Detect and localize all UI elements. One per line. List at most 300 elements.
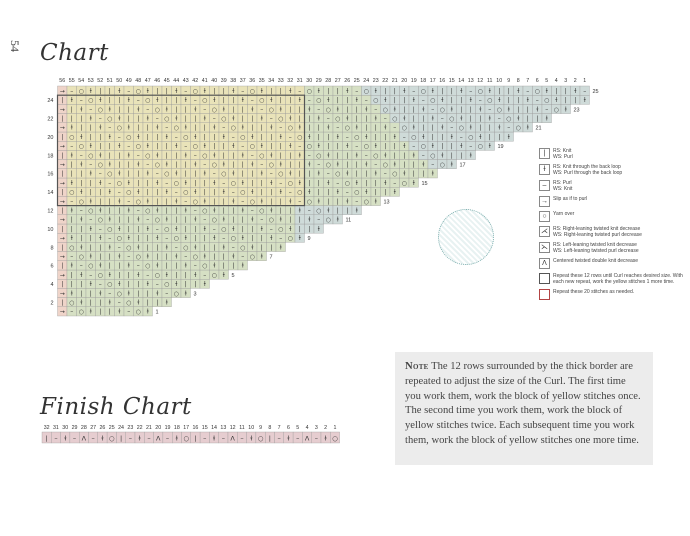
stitch-symbol: – xyxy=(79,262,83,270)
stitch-symbol: | xyxy=(137,290,140,298)
stitch-symbol: | xyxy=(127,216,130,224)
stitch-symbol: | xyxy=(232,97,235,105)
stitch-symbol: ○ xyxy=(116,179,122,187)
stitch-symbol: → xyxy=(59,198,65,206)
row-number-right: 1 xyxy=(155,309,159,316)
stitch-symbol: | xyxy=(61,97,64,105)
stitch-symbol: → xyxy=(59,87,65,95)
stitch-symbol: | xyxy=(156,87,159,95)
stitch-symbol: ○ xyxy=(192,143,198,151)
stitch-symbol: ɫ xyxy=(165,271,168,279)
stitch-symbol: | xyxy=(61,133,64,141)
row-number-left: 6 xyxy=(50,263,54,270)
stitch-symbol: | xyxy=(308,124,311,132)
row-number-right: 3 xyxy=(193,291,197,298)
stitch-symbol: – xyxy=(98,170,102,178)
stitch-symbol: | xyxy=(346,97,349,105)
column-number: 3 xyxy=(564,78,568,84)
stitch-symbol: ɫ xyxy=(460,87,463,95)
stitch-symbol: – xyxy=(412,143,416,151)
stitch-symbol: ɫ xyxy=(355,97,358,105)
row-number-left: 8 xyxy=(50,245,54,252)
stitch-symbol: – xyxy=(136,207,140,215)
column-number: 33 xyxy=(277,78,284,84)
stitch-symbol: – xyxy=(317,216,321,224)
stitch-symbol: | xyxy=(222,198,225,206)
legend-item xyxy=(539,148,689,160)
stitch-symbol: | xyxy=(146,179,149,187)
stitch-symbol: ɫ xyxy=(450,161,453,169)
stitch-symbol: | xyxy=(251,170,254,178)
stitch-symbol: ○ xyxy=(135,143,141,151)
stitch-symbol: – xyxy=(165,235,169,243)
stitch-symbol: | xyxy=(137,170,140,178)
stitch-symbol: ○ xyxy=(468,133,474,141)
column-number: 25 xyxy=(353,78,360,84)
stitch-symbol: ɫ xyxy=(251,161,254,169)
stitch-symbol: | xyxy=(374,133,377,141)
stitch-symbol: ○ xyxy=(126,189,132,197)
stitch-symbol: ɫ xyxy=(99,235,102,243)
column-number: 34 xyxy=(268,78,275,84)
column-number: 10 xyxy=(496,78,503,84)
stitch-symbol: | xyxy=(241,170,244,178)
stitch-symbol: ɫ xyxy=(232,198,235,206)
stitch-symbol: | xyxy=(80,235,83,243)
column-number: 46 xyxy=(154,78,161,84)
column-number: 2 xyxy=(573,78,577,84)
stitch-symbol: | xyxy=(232,207,235,215)
finish-column-number: 15 xyxy=(201,425,208,431)
column-number: 12 xyxy=(477,78,484,84)
stitch-symbol: ɫ xyxy=(165,161,168,169)
stitch-symbol: – xyxy=(374,106,378,114)
stitch-symbol: | xyxy=(127,161,130,169)
stitch-symbol: ɫ xyxy=(469,152,472,160)
stitch-symbol: | xyxy=(488,133,491,141)
stitch-symbol: – xyxy=(241,253,245,261)
stitch-symbol: ɫ xyxy=(412,97,415,105)
stitch-symbol: | xyxy=(194,179,197,187)
stitch-symbol: ○ xyxy=(78,87,84,95)
finish-stitch-symbol: ɫ xyxy=(138,434,141,443)
stitch-symbol: ○ xyxy=(192,198,198,206)
stitch-symbol: | xyxy=(260,133,263,141)
stitch-symbol: ɫ xyxy=(203,87,206,95)
stitch-symbol: – xyxy=(241,198,245,206)
stitch-symbol: ɫ xyxy=(469,124,472,132)
stitch-symbol: ○ xyxy=(69,189,75,197)
stitch-symbol: ɫ xyxy=(431,115,434,123)
stitch-symbol: – xyxy=(336,179,340,187)
stitch-symbol: ɫ xyxy=(99,290,102,298)
stitch-symbol: ɫ xyxy=(365,161,368,169)
stitch-symbol: ɫ xyxy=(184,97,187,105)
stitch-symbol: ɫ xyxy=(175,281,178,289)
stitch-symbol: ○ xyxy=(211,271,217,279)
stitch-symbol: → xyxy=(59,143,65,151)
stitch-symbol: | xyxy=(70,161,73,169)
stitch-symbol: ɫ xyxy=(165,106,168,114)
stitch-symbol: ɫ xyxy=(270,124,273,132)
stitch-symbol: ○ xyxy=(420,87,426,95)
stitch-symbol: | xyxy=(222,207,225,215)
stitch-symbol: – xyxy=(307,152,311,160)
column-number: 23 xyxy=(372,78,379,84)
stitch-symbol: ○ xyxy=(534,87,540,95)
legend-item xyxy=(539,180,689,192)
stitch-symbol: ɫ xyxy=(260,225,263,233)
stitch-symbol: | xyxy=(70,115,73,123)
stitch-symbol: | xyxy=(61,189,64,197)
stitch-symbol: ɫ xyxy=(393,161,396,169)
stitch-symbol: | xyxy=(194,170,197,178)
stitch-symbol: | xyxy=(260,179,263,187)
stitch-symbol: ○ xyxy=(439,161,445,169)
stitch-symbol: ɫ xyxy=(289,87,292,95)
stitch-symbol: | xyxy=(469,115,472,123)
column-number: 39 xyxy=(220,78,227,84)
stitch-symbol: ɫ xyxy=(431,170,434,178)
stitch-symbol: ɫ xyxy=(213,152,216,160)
stitch-symbol: | xyxy=(498,133,501,141)
stitch-symbol: | xyxy=(441,143,444,151)
stitch-symbol: ○ xyxy=(439,106,445,114)
stitch-symbol: | xyxy=(203,133,206,141)
stitch-symbol: ○ xyxy=(107,281,113,289)
stitch-symbol: | xyxy=(422,170,425,178)
stitch-symbol: | xyxy=(222,143,225,151)
stitch-symbol: | xyxy=(127,106,130,114)
stitch-symbol: | xyxy=(89,133,92,141)
stitch-symbol: ɫ xyxy=(298,207,301,215)
stitch-symbol: ɫ xyxy=(526,97,529,105)
stitch-symbol: ɫ xyxy=(564,106,567,114)
stitch-symbol: | xyxy=(469,106,472,114)
stitch-symbol: ○ xyxy=(297,189,303,197)
stitch-symbol: ɫ xyxy=(431,143,434,151)
stitch-symbol: ○ xyxy=(458,124,464,132)
stitch-symbol: | xyxy=(507,87,510,95)
stitch-symbol: ○ xyxy=(382,106,388,114)
stitch-symbol: | xyxy=(431,124,434,132)
stitch-symbol: | xyxy=(574,97,577,105)
stitch-symbol: – xyxy=(298,198,302,206)
stitch-symbol: – xyxy=(127,87,131,95)
finish-column-number: 9 xyxy=(259,425,263,431)
stitch-symbol: – xyxy=(374,161,378,169)
stitch-symbol: | xyxy=(70,106,73,114)
stitch-symbol: | xyxy=(99,198,102,206)
stitch-symbol: | xyxy=(108,198,111,206)
stitch-symbol: | xyxy=(222,97,225,105)
stitch-symbol: | xyxy=(70,225,73,233)
legend-text: Repeat these 12 rows until Curl reaches desired size. With each new repeat, work the yellow stitches 1 more time. xyxy=(553,273,683,285)
stitch-symbol: ɫ xyxy=(137,106,140,114)
stitch-symbol: ○ xyxy=(373,97,379,105)
stitch-symbol: ɫ xyxy=(365,189,368,197)
stitch-symbol: | xyxy=(308,170,311,178)
column-number: 56 xyxy=(59,78,66,84)
stitch-symbol: – xyxy=(203,161,207,169)
stitch-symbol: | xyxy=(156,299,159,307)
stitch-symbol: | xyxy=(99,87,102,95)
legend-item xyxy=(539,164,689,176)
stitch-symbol: ○ xyxy=(325,106,331,114)
stitch-symbol: | xyxy=(279,207,282,215)
stitch-symbol: → xyxy=(59,290,65,298)
stitch-symbol: | xyxy=(251,225,254,233)
finish-stitch-symbol: ɫ xyxy=(101,434,104,443)
stitch-symbol: – xyxy=(184,253,188,261)
stitch-symbol: – xyxy=(136,97,140,105)
column-number: 44 xyxy=(173,78,180,84)
stitch-symbol: ○ xyxy=(202,97,208,105)
stitch-symbol: ɫ xyxy=(203,170,206,178)
stitch-symbol: ɫ xyxy=(146,253,149,261)
stitch-symbol: – xyxy=(288,133,292,141)
finish-column-number: 17 xyxy=(183,425,190,431)
stitch-symbol: | xyxy=(460,97,463,105)
stitch-symbol: ɫ xyxy=(298,235,301,243)
stitch-symbol: | xyxy=(327,87,330,95)
stitch-symbol: ɫ xyxy=(137,189,140,197)
stitch-symbol: ɫ xyxy=(469,97,472,105)
stitch-symbol: ɫ xyxy=(156,152,159,160)
note-box xyxy=(395,352,653,465)
stitch-symbol: ɫ xyxy=(70,235,73,243)
stitch-symbol: ɫ xyxy=(374,198,377,206)
row-number-left: 14 xyxy=(47,190,54,197)
row-number-left: 12 xyxy=(47,208,54,215)
stitch-symbol: | xyxy=(108,97,111,105)
stitch-symbol: ○ xyxy=(69,133,75,141)
stitch-symbol: | xyxy=(270,244,273,252)
stitch-symbol: – xyxy=(345,133,349,141)
stitch-symbol: | xyxy=(118,97,121,105)
stitch-symbol: | xyxy=(127,115,130,123)
stitch-symbol: ɫ xyxy=(80,216,83,224)
stitch-symbol: ɫ xyxy=(232,253,235,261)
stitch-symbol: ɫ xyxy=(127,262,130,270)
stitch-symbol: | xyxy=(536,115,539,123)
stitch-symbol: ɫ xyxy=(355,152,358,160)
stitch-symbol: ɫ xyxy=(175,198,178,206)
finish-column-number: 12 xyxy=(229,425,236,431)
stitch-symbol: | xyxy=(289,207,292,215)
stitch-symbol: | xyxy=(298,106,301,114)
stitch-symbol: – xyxy=(184,198,188,206)
stitch-symbol: | xyxy=(336,152,339,160)
stitch-symbol: – xyxy=(203,106,207,114)
stitch-symbol: – xyxy=(117,189,121,197)
stitch-symbol: ɫ xyxy=(327,179,330,187)
stitch-symbol: → xyxy=(59,161,65,169)
stitch-symbol: ○ xyxy=(306,143,312,151)
stitch-symbol: ɫ xyxy=(260,170,263,178)
stitch-symbol: | xyxy=(165,87,168,95)
stitch-symbol: | xyxy=(89,124,92,132)
stitch-symbol: – xyxy=(317,106,321,114)
stitch-symbol: ○ xyxy=(202,207,208,215)
stitch-symbol: – xyxy=(70,87,74,95)
stitch-symbol: ɫ xyxy=(165,299,168,307)
stitch-symbol: ɫ xyxy=(99,97,102,105)
finish-stitch-symbol: ɫ xyxy=(175,434,179,443)
finish-stitch-symbol: – xyxy=(314,434,318,443)
stitch-symbol: – xyxy=(79,152,83,160)
stitch-symbol: | xyxy=(251,115,254,123)
stitch-symbol: ○ xyxy=(268,161,274,169)
column-number: 27 xyxy=(334,78,341,84)
column-number: 32 xyxy=(287,78,294,84)
stitch-symbol: ɫ xyxy=(127,152,130,160)
stitch-symbol: | xyxy=(118,152,121,160)
stitch-symbol: | xyxy=(241,161,244,169)
stitch-symbol: ɫ xyxy=(127,124,130,132)
row-number-right: 15 xyxy=(421,180,428,187)
stitch-symbol: ○ xyxy=(477,87,483,95)
stitch-symbol: | xyxy=(165,262,168,270)
stitch-symbol: – xyxy=(250,152,254,160)
stitch-symbol: ɫ xyxy=(450,133,453,141)
stitch-symbol: ○ xyxy=(259,97,265,105)
stitch-symbol: | xyxy=(108,207,111,215)
stitch-symbol: ○ xyxy=(316,152,322,160)
stitch-symbol: – xyxy=(146,271,150,279)
stitch-symbol: ɫ xyxy=(99,262,102,270)
stitch-symbol: | xyxy=(241,106,244,114)
stitch-symbol: ○ xyxy=(97,271,103,279)
stitch-symbol: ɫ xyxy=(507,133,510,141)
column-number: 47 xyxy=(144,78,151,84)
stitch-symbol: | xyxy=(213,244,216,252)
stitch-symbol: → xyxy=(59,253,65,261)
stitch-symbol: – xyxy=(174,244,178,252)
stitch-symbol: – xyxy=(108,290,112,298)
column-number: 24 xyxy=(363,78,370,84)
stitch-symbol: ○ xyxy=(382,161,388,169)
stitch-symbol: | xyxy=(137,124,140,132)
stitch-symbol: ○ xyxy=(268,106,274,114)
stitch-symbol: | xyxy=(194,281,197,289)
stitch-symbol: ○ xyxy=(221,115,227,123)
stitch-symbol: ɫ xyxy=(374,170,377,178)
stitch-symbol: ɫ xyxy=(108,189,111,197)
stitch-symbol: ɫ xyxy=(260,198,263,206)
stitch-symbol: ○ xyxy=(325,216,331,224)
stitch-symbol: | xyxy=(346,161,349,169)
stitch-symbol: – xyxy=(155,225,159,233)
stitch-symbol: | xyxy=(184,281,187,289)
finish-column-number: 11 xyxy=(239,425,245,431)
stitch-symbol: | xyxy=(165,97,168,105)
stitch-symbol: ɫ xyxy=(118,170,121,178)
stitch-symbol: | xyxy=(336,87,339,95)
stitch-symbol: – xyxy=(393,124,397,132)
stitch-symbol: | xyxy=(270,143,273,151)
stitch-symbol: ɫ xyxy=(327,152,330,160)
stitch-symbol: ɫ xyxy=(222,244,225,252)
stitch-symbol: | xyxy=(213,87,216,95)
stitch-symbol: ○ xyxy=(154,106,160,114)
finish-column-number: 21 xyxy=(145,425,152,431)
stitch-symbol: – xyxy=(231,133,235,141)
row-number-right: 19 xyxy=(497,144,504,151)
stitch-symbol: | xyxy=(146,189,149,197)
knit-icon: | xyxy=(539,148,550,159)
stitch-symbol: ɫ xyxy=(203,115,206,123)
stitch-symbol: ɫ xyxy=(89,115,92,123)
stitch-symbol: ɫ xyxy=(222,271,225,279)
stitch-symbol: ○ xyxy=(287,235,293,243)
stitch-symbol: | xyxy=(422,115,425,123)
stitch-symbol: ○ xyxy=(392,115,398,123)
column-number: 19 xyxy=(410,78,417,84)
stitch-symbol: ○ xyxy=(430,152,436,160)
stitch-symbol: | xyxy=(194,115,197,123)
column-number: 35 xyxy=(258,78,265,84)
stitch-symbol: ɫ xyxy=(545,87,548,95)
stitch-symbol: – xyxy=(393,179,397,187)
stitch-symbol: ɫ xyxy=(479,133,482,141)
stitch-symbol: | xyxy=(99,133,102,141)
stitch-symbol: ɫ xyxy=(118,143,121,151)
stitch-symbol: ○ xyxy=(173,179,179,187)
stitch-symbol: | xyxy=(80,124,83,132)
stitch-symbol: ɫ xyxy=(412,152,415,160)
finish-stitch-symbol: – xyxy=(240,434,244,443)
double-decrease-icon: Λ xyxy=(539,258,550,269)
legend-text: RS: Purl WS: Knit xyxy=(553,180,573,192)
stitch-symbol: → xyxy=(59,124,65,132)
stitch-symbol: ɫ xyxy=(488,115,491,123)
stitch-symbol: ɫ xyxy=(279,244,282,252)
stitch-symbol: | xyxy=(232,152,235,160)
stitch-symbol: | xyxy=(317,189,320,197)
legend-text: RS: Left-leaning twisted knit decrease WS: Left-leaning twisted purl decrease xyxy=(553,242,639,254)
stitch-symbol: | xyxy=(127,271,130,279)
column-number: 16 xyxy=(439,78,446,84)
stitch-symbol: | xyxy=(108,262,111,270)
stitch-symbol: ɫ xyxy=(289,115,292,123)
stitch-symbol: ɫ xyxy=(80,299,83,307)
stitch-symbol: ɫ xyxy=(583,97,586,105)
stitch-symbol: | xyxy=(184,115,187,123)
stitch-symbol: ɫ xyxy=(118,281,121,289)
stitch-symbol: | xyxy=(460,106,463,114)
stitch-symbol: | xyxy=(175,161,178,169)
stitch-symbol: | xyxy=(70,271,73,279)
stitch-symbol: | xyxy=(61,225,64,233)
stitch-symbol: ɫ xyxy=(384,152,387,160)
stitch-symbol: ɫ xyxy=(384,97,387,105)
stitch-symbol: | xyxy=(61,281,64,289)
legend-item xyxy=(539,196,689,207)
stitch-symbol: – xyxy=(241,87,245,95)
stitch-symbol: ɫ xyxy=(184,235,187,243)
stitch-symbol: ɫ xyxy=(213,262,216,270)
stitch-symbol: | xyxy=(146,299,149,307)
stitch-symbol: | xyxy=(175,262,178,270)
stitch-symbol: | xyxy=(175,207,178,215)
stitch-symbol: ○ xyxy=(506,115,512,123)
stitch-symbol: – xyxy=(70,143,74,151)
stitch-symbol: – xyxy=(222,179,226,187)
stitch-symbol: ɫ xyxy=(355,124,358,132)
stitch-symbol: ɫ xyxy=(298,152,301,160)
stitch-symbol: | xyxy=(70,281,73,289)
